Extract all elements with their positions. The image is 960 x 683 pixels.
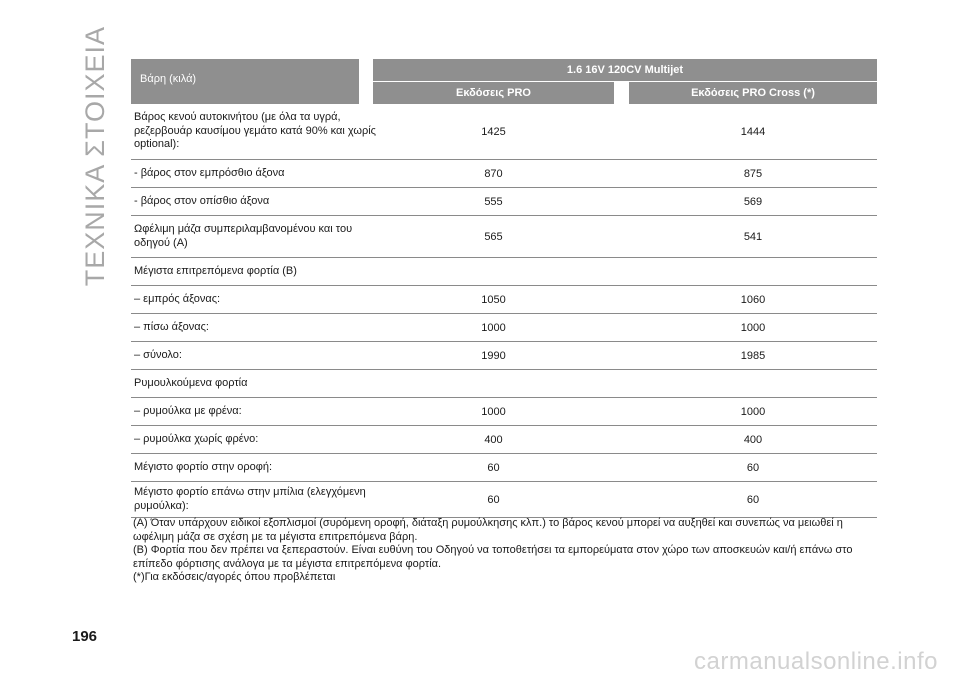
row-value-pro: 870 (484, 167, 503, 180)
row-value-pro-cross: 541 (743, 230, 763, 243)
side-title-text: ΤΕΧΝΙΚΑ ΣΤΟΙΧΕΙΑ (79, 25, 110, 287)
footnote-c: (*)Για εκδόσεις/αγορές όπου προβλέπεται (133, 571, 336, 583)
row-value-pro-cross: 400 (743, 433, 763, 446)
footnote-a: (A) Όταν υπάρχουν ειδικοί εξοπλισμοί (συρόμενη οροφή, διάταξη ρυμούλκησης κλπ.) το βάρος κενού μπορεί να αυξηθεί και συνεπώς να μειωθεί η ωφέλιμη μάζα σε σχέση με τα μέγιστα επιτρεπόμενα βάρη. (133, 517, 843, 543)
row-label: – πίσω άξονας: (134, 320, 209, 333)
row-label: Μέγιστο φορτίο επάνω στην μπίλια (ελεγχόμενη ρυμούλκα): (134, 486, 366, 512)
row-label: Ρυμουλκούμενα φορτία (134, 376, 248, 389)
row-value-pro: 1000 (481, 405, 506, 418)
section-side-title (78, 25, 112, 287)
table-row (131, 454, 877, 482)
header-col-pro-cross-label: Εκδόσεις PRO Cross (*) (691, 87, 815, 99)
table-row (131, 258, 877, 286)
row-value-pro-cross: 1000 (740, 405, 766, 418)
row-value-pro-cross: 1985 (740, 349, 766, 362)
row-label: - βάρος στον εμπρόσθιο άξονα (134, 166, 285, 179)
footnote-b: (B) Φορτία που δεν πρέπει να ξεπεραστούν. Είναι ευθύνη του Οδηγού να τοποθετήσει τα εμπορεύματα στον χώρο των αποσκευών και/ή επάνω στο επίπεδο φόρτισης ανάλογα με τα μέγιστα επιτρεπόμενα φορτία. (133, 544, 853, 570)
table-row (131, 398, 877, 426)
row-label: – ρυμούλκα με φρένα: (134, 404, 242, 417)
row-value-pro-cross: 1000 (740, 321, 766, 334)
row-value-pro: 1050 (481, 293, 506, 306)
row-value-pro-cross: 1444 (740, 125, 766, 138)
row-value-pro: 1000 (481, 321, 506, 334)
page-number: 196 (72, 628, 98, 645)
row-value-pro-cross: 1060 (740, 293, 766, 306)
footnotes (133, 517, 878, 585)
row-value-pro: 565 (484, 230, 503, 243)
weights-table-body (131, 104, 877, 518)
table-row (131, 160, 877, 188)
header-weights-label: Βάρη (κιλά) (140, 73, 197, 85)
row-value-pro: 555 (484, 195, 503, 208)
row-value-pro-cross: 875 (743, 167, 763, 180)
table-row (131, 188, 877, 216)
header-engine-cell (373, 59, 877, 81)
row-label: – σύνολο: (134, 348, 182, 361)
row-value-pro-cross: 60 (746, 461, 760, 474)
table-row (131, 482, 877, 518)
header-engine-label: 1.6 16V 120CV Multijet (566, 64, 684, 76)
row-value-pro-cross: 60 (746, 493, 760, 506)
table-row (131, 314, 877, 342)
table-row (131, 426, 877, 454)
row-value-pro: 1990 (481, 349, 506, 362)
table-row (131, 104, 877, 160)
table-row (131, 286, 877, 314)
row-label: Μέγιστα επιτρεπόμενα φορτία (B) (134, 264, 297, 277)
table-row (131, 216, 877, 258)
watermark: carmanualsonline.info (694, 648, 938, 675)
header-col-pro-cross (629, 82, 877, 104)
row-value-pro: 1425 (481, 125, 506, 138)
row-value-pro: 60 (487, 461, 500, 474)
row-value-pro: 400 (484, 433, 503, 446)
row-label: - βάρος στον οπίσθιο άξονα (134, 194, 270, 207)
header-weights-cell (131, 59, 359, 104)
table-row (131, 370, 877, 398)
row-label: Ωφέλιμη μάζα συμπεριλαμβανομένου και του οδηγού (A) (134, 223, 353, 249)
row-value-pro-cross: 569 (743, 195, 763, 208)
row-label: – ρυμούλκα χωρίς φρένο: (134, 432, 259, 445)
row-label: Μέγιστο φορτίο στην οροφή: (134, 460, 273, 473)
header-col-pro (373, 82, 614, 104)
table-row (131, 342, 877, 370)
header-col-pro-label: Εκδόσεις PRO (456, 87, 531, 99)
row-label: – εμπρός άξονας: (134, 292, 221, 305)
row-value-pro: 60 (487, 493, 500, 506)
row-label: Βάρος κενού αυτοκινήτου (με όλα τα υγρά, ρεζερβουάρ καυσίμου γεμάτο κατά 90% και χωρίς optional): (134, 111, 376, 151)
